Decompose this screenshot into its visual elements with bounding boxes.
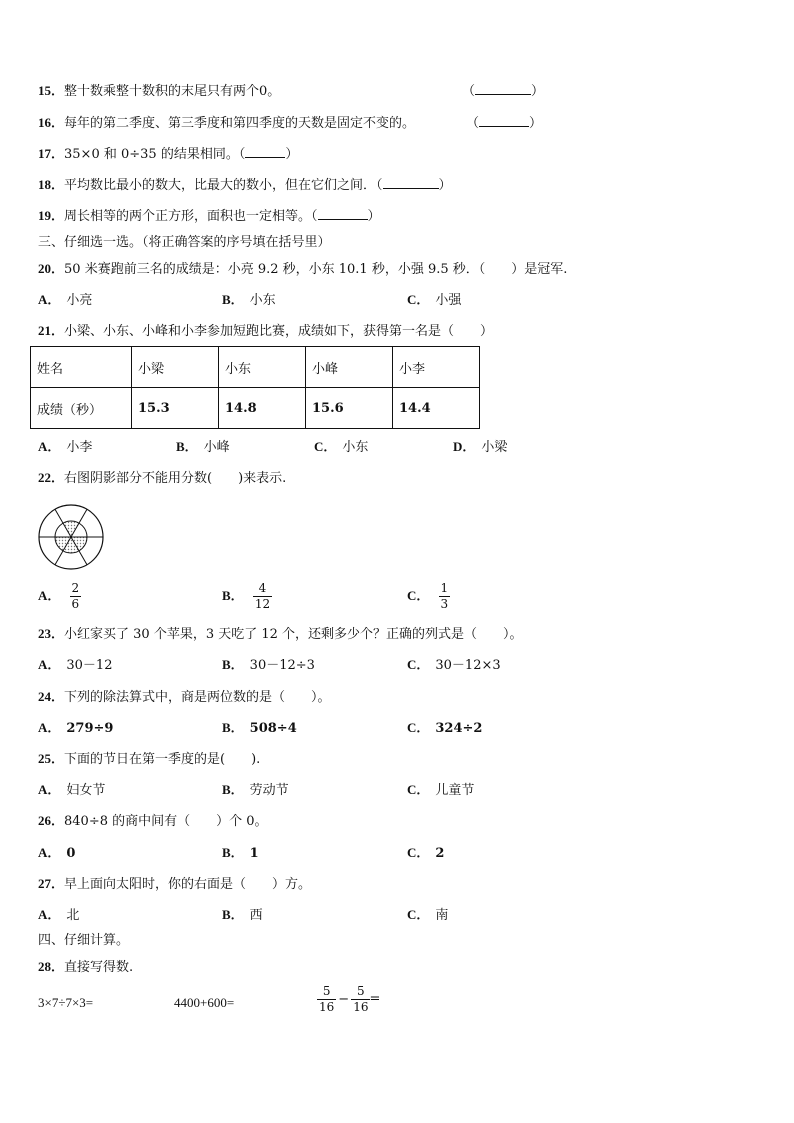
option-label: C． xyxy=(407,588,430,603)
question-27 xyxy=(38,875,311,894)
option-a[interactable] xyxy=(38,656,112,675)
question-26 xyxy=(38,812,268,831)
question-text: 840÷8 的商中间有（ ）个 0。 xyxy=(64,814,268,829)
option-c[interactable] xyxy=(314,438,368,457)
option-text: 小东 xyxy=(342,440,369,455)
numerator: 2 xyxy=(71,581,80,595)
table-cell: 14.4 xyxy=(393,388,480,429)
table-cell: 小东 xyxy=(219,347,306,388)
table-cell: 成绩（秒） xyxy=(31,388,132,429)
option-label: C． xyxy=(407,292,430,307)
option-label: B． xyxy=(222,720,244,735)
question-number: 26． xyxy=(38,813,65,828)
question-text: 早上面向太阳时，你的右面是（ ）方。 xyxy=(64,877,312,892)
option-c[interactable] xyxy=(407,656,501,675)
option-label: B． xyxy=(176,439,198,454)
answer-blank-18[interactable] xyxy=(383,176,439,189)
option-a[interactable] xyxy=(38,291,92,310)
option-text: 小峰 xyxy=(203,440,230,455)
option-a[interactable] xyxy=(38,781,105,800)
question-text: 整十数乘整十数积的末尾只有两个0。 xyxy=(64,84,281,99)
answer-blank-17[interactable] xyxy=(245,145,285,158)
score-table xyxy=(30,346,480,429)
fraction xyxy=(254,582,271,611)
numerator: 5 xyxy=(357,984,365,998)
option-text: 1 xyxy=(249,846,259,861)
option-a[interactable] xyxy=(38,582,80,611)
fraction xyxy=(318,985,335,1014)
question-23 xyxy=(38,625,523,644)
question-15 xyxy=(38,82,280,101)
paren-close: ） xyxy=(529,116,543,131)
table-cell: 小峰 xyxy=(306,347,393,388)
option-label: A． xyxy=(38,657,61,672)
option-c[interactable] xyxy=(407,906,448,925)
question-text: 每年的第二季度、第三季度和第四季度的天数是固定不变的。 xyxy=(64,116,416,131)
option-label: A． xyxy=(38,845,61,860)
option-label: A． xyxy=(38,907,61,922)
option-label: C． xyxy=(407,720,430,735)
question-number: 23． xyxy=(38,626,65,641)
option-b[interactable] xyxy=(176,438,230,457)
question-25 xyxy=(38,750,260,769)
equals-sign: = xyxy=(369,991,381,1007)
option-a[interactable] xyxy=(38,719,113,738)
paren-close: ） xyxy=(367,209,381,224)
option-text: 279÷9 xyxy=(66,721,114,736)
option-label: B． xyxy=(222,588,244,603)
option-label: A． xyxy=(38,292,61,307)
option-text: 小梁 xyxy=(481,440,508,455)
question-text: 右图阴影部分不能用分数( )来表示. xyxy=(64,471,287,486)
option-label: A． xyxy=(38,439,61,454)
question-number: 18． xyxy=(38,177,65,192)
question-number: 28． xyxy=(38,959,65,974)
question-17 xyxy=(38,145,298,164)
table-header-row xyxy=(31,347,480,388)
question-text: 下面的节日在第一季度的是( ). xyxy=(64,752,261,767)
option-label: B． xyxy=(222,907,244,922)
option-a[interactable] xyxy=(38,844,75,863)
option-c[interactable] xyxy=(407,781,474,800)
question-28 xyxy=(38,958,133,977)
option-label: C． xyxy=(407,907,430,922)
option-label: B． xyxy=(222,845,244,860)
option-text: 南 xyxy=(435,908,449,923)
table-cell: 姓名 xyxy=(31,347,132,388)
option-text: 妇女节 xyxy=(66,783,106,798)
question-20 xyxy=(38,260,567,279)
question-21 xyxy=(38,322,493,341)
option-text: 2 xyxy=(435,846,445,861)
question-number: 19． xyxy=(38,208,65,223)
paren-open: （ xyxy=(466,116,480,131)
option-text: 小东 xyxy=(249,293,276,308)
question-number: 21． xyxy=(38,323,65,338)
minus-sign: − xyxy=(338,991,350,1007)
blank-line[interactable] xyxy=(479,114,529,127)
section-heading-3: 三、仔细选一选。（将正确答案的序号填在括号里） xyxy=(38,235,331,250)
option-c[interactable] xyxy=(407,291,461,310)
numerator: 5 xyxy=(322,984,331,998)
question-16 xyxy=(38,114,415,133)
denominator: 16 xyxy=(353,1000,369,1014)
option-text: 小李 xyxy=(66,440,93,455)
option-d[interactable] xyxy=(453,438,507,457)
question-number: 24． xyxy=(38,689,65,704)
option-label: C． xyxy=(407,657,430,672)
option-b[interactable] xyxy=(222,582,271,611)
calc-expression-3 xyxy=(318,985,380,1014)
table-cell: 小李 xyxy=(393,347,480,388)
table-row xyxy=(31,388,480,429)
table-cell: 小梁 xyxy=(132,347,219,388)
paren-close: ） xyxy=(438,178,452,193)
answer-blank-15[interactable] xyxy=(462,82,544,101)
paren-open: （ xyxy=(462,84,476,99)
option-label: C． xyxy=(407,845,430,860)
question-text: 50 米赛跑前三名的成绩是：小亮 9.2 秒，小东 10.1 秒，小强 9.5 秒．（ ）是冠军. xyxy=(64,262,568,277)
option-text: 0 xyxy=(66,846,76,861)
option-b[interactable] xyxy=(222,906,263,925)
table-cell: 15.3 xyxy=(132,388,219,429)
question-text: 下列的除法算式中，商是两位数的是（ ）。 xyxy=(64,690,331,705)
option-label: D． xyxy=(453,439,476,454)
option-text: 劳动节 xyxy=(249,783,289,798)
option-text: 324÷2 xyxy=(435,721,483,736)
option-b[interactable] xyxy=(222,719,297,738)
option-b[interactable] xyxy=(222,781,289,800)
question-text: 直接写得数. xyxy=(64,960,134,975)
option-text: 小亮 xyxy=(66,293,93,308)
answer-blank-19[interactable] xyxy=(318,207,368,220)
option-a[interactable] xyxy=(38,906,79,925)
option-c[interactable] xyxy=(407,582,449,611)
option-b[interactable] xyxy=(222,291,276,310)
numerator: 1 xyxy=(440,581,449,595)
fraction xyxy=(71,582,81,611)
numerator: 4 xyxy=(258,581,267,595)
option-b[interactable] xyxy=(222,656,315,675)
option-a[interactable] xyxy=(38,438,92,457)
question-24 xyxy=(38,688,331,707)
option-label: B． xyxy=(222,782,244,797)
fraction xyxy=(352,985,369,1014)
denominator: 16 xyxy=(319,1000,335,1014)
option-text: 西 xyxy=(249,908,263,923)
denominator: 3 xyxy=(440,597,449,611)
option-label: B． xyxy=(222,292,244,307)
option-label: C． xyxy=(407,782,430,797)
question-text: 35×0 和 0÷35 的结果相同。（ xyxy=(64,147,246,162)
question-number: 27． xyxy=(38,876,65,891)
option-label: A． xyxy=(38,720,61,735)
question-22 xyxy=(38,469,286,488)
denominator: 12 xyxy=(254,597,271,611)
answer-blank-16[interactable] xyxy=(466,114,542,133)
option-label: A． xyxy=(38,782,61,797)
shaded-circle-figure xyxy=(37,503,105,571)
paren-close: ） xyxy=(285,147,299,162)
fraction xyxy=(440,582,450,611)
question-19 xyxy=(38,207,381,226)
question-number: 17． xyxy=(38,146,65,161)
question-text: 周长相等的两个正方形，面积也一定相等。（ xyxy=(64,209,318,224)
question-18 xyxy=(38,176,452,195)
option-label: B． xyxy=(222,657,244,672)
calc-expression-1: 3×7÷7×3= xyxy=(38,995,94,1010)
option-b[interactable] xyxy=(222,844,259,863)
option-text: 30－12×3 xyxy=(435,658,501,673)
blank-line[interactable] xyxy=(475,82,531,95)
question-number: 20． xyxy=(38,261,65,276)
question-text: 平均数比最小的数大，比最大的数小，但在它们之间．（ xyxy=(64,178,383,193)
option-label: A． xyxy=(38,588,61,603)
section-heading-4: 四、仔细计算。 xyxy=(38,933,130,948)
denominator: 6 xyxy=(71,597,80,611)
question-text: 小红家买了 30 个苹果，3 天吃了 12 个，还剩多少个？正确的列式是（ ）。 xyxy=(64,627,523,642)
question-number: 22． xyxy=(38,470,65,485)
option-label: C． xyxy=(314,439,337,454)
option-text: 北 xyxy=(66,908,80,923)
question-number: 16． xyxy=(38,115,65,130)
option-text: 30－12 xyxy=(66,658,113,673)
option-text: 30－12÷3 xyxy=(249,658,315,673)
question-text: 小梁、小东、小峰和小李参加短跑比赛，成绩如下，获得第一名是（ ） xyxy=(64,324,494,339)
table-cell: 14.8 xyxy=(219,388,306,429)
option-text: 508÷4 xyxy=(249,721,297,736)
question-number: 25． xyxy=(38,751,65,766)
calc-expression-2: 4400+600= xyxy=(174,995,235,1010)
question-number: 15． xyxy=(38,83,65,98)
option-text: 儿童节 xyxy=(435,783,475,798)
option-text: 小强 xyxy=(435,293,462,308)
table-cell: 15.6 xyxy=(306,388,393,429)
option-c[interactable] xyxy=(407,844,444,863)
paren-close: ） xyxy=(531,84,545,99)
option-c[interactable] xyxy=(407,719,482,738)
